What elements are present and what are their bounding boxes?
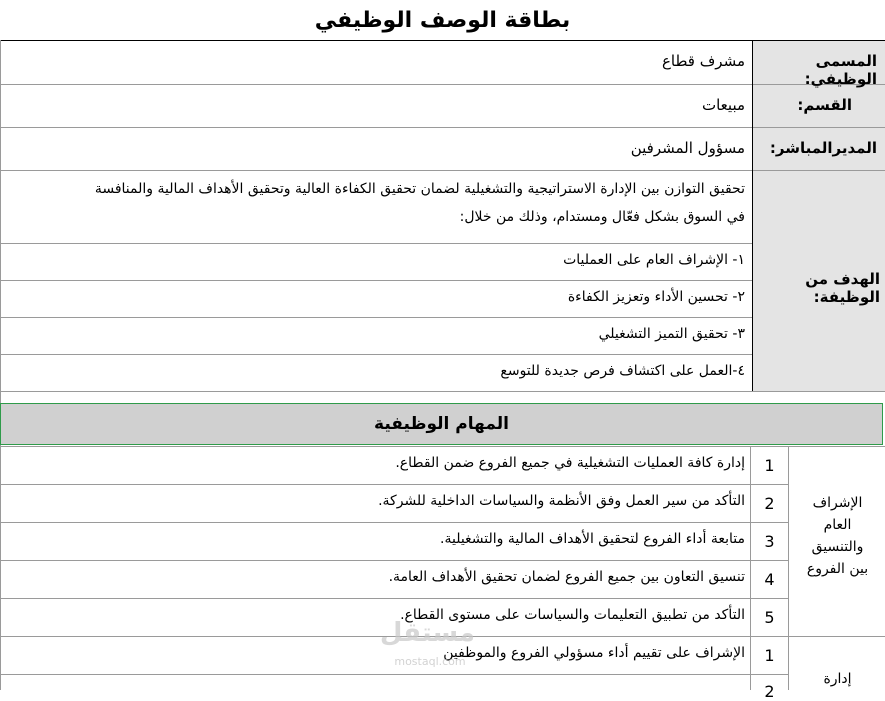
watermark-url: mostaql.com (394, 655, 466, 668)
task-text: التأكد من سير العمل وفق الأنظمة والسياسات الداخلية للشركة. (378, 493, 745, 509)
objective-item: ٢- تحسين الأداء وتعزيز الكفاءة (567, 289, 745, 305)
watermark-logo: مستقل (379, 618, 475, 648)
task-group-name: إدارة (823, 671, 852, 687)
department-value: مبيعات (701, 96, 745, 114)
department-label: القسم: (797, 96, 852, 114)
task-group-name: الإشراف العام والتنسيق بين الفروع (806, 495, 869, 577)
task-number: 4 (764, 570, 775, 589)
manager-value: مسؤول المشرفين (630, 139, 745, 157)
task-text: إدارة كافة العمليات التشغيلية في جميع الفروع ضمن القطاع. (395, 455, 745, 471)
objective-item: ٤-العمل على اكتشاف فرص جديدة للتوسع (500, 363, 745, 379)
task-number: 1 (764, 646, 775, 665)
objective-item: ١- الإشراف العام على العمليات (563, 252, 745, 268)
job-title-value: مشرف قطاع (661, 52, 745, 70)
task-number: 1 (764, 456, 775, 475)
task-number: 3 (764, 532, 775, 551)
task-text: متابعة أداء الفروع لتحقيق الأهداف المالية والتشغيلية. (440, 531, 745, 547)
task-number: 5 (764, 608, 775, 627)
objective-item: ٣- تحقيق التميز التشغيلي (598, 326, 745, 342)
job-title-label: المسمى الوظيفي: (804, 52, 877, 88)
task-text: تنسيق التعاون بين جميع الفروع لضمان تحقيق الأهداف العامة. (388, 569, 745, 585)
manager-label: المديرالمباشر: (769, 139, 877, 157)
objective-intro-line1: تحقيق التوازن بين الإدارة الاستراتيجية والتشغيلية لضمان تحقيق الكفاءة العالية وتحقيق الأهداف المالية والمنافسة (94, 181, 745, 197)
tasks-header-label: المهام الوظيفية (374, 414, 509, 434)
page-title: بطاقة الوصف الوظيفي (314, 7, 571, 33)
task-number: 2 (764, 494, 775, 513)
task-number: 2 (764, 682, 775, 701)
task-text: التأكد من تطبيق التعليمات والسياسات على مستوى القطاع. (400, 607, 745, 623)
objective-label: الهدف من الوظيفة: (805, 270, 880, 306)
tasks-section-header (0, 403, 883, 445)
objective-intro-line2: في السوق بشكل فعّال ومستدام، وذلك من خلال: (459, 209, 745, 225)
task-text: الإشراف على تقييم أداء مسؤولي الفروع والموظفين (443, 645, 745, 661)
